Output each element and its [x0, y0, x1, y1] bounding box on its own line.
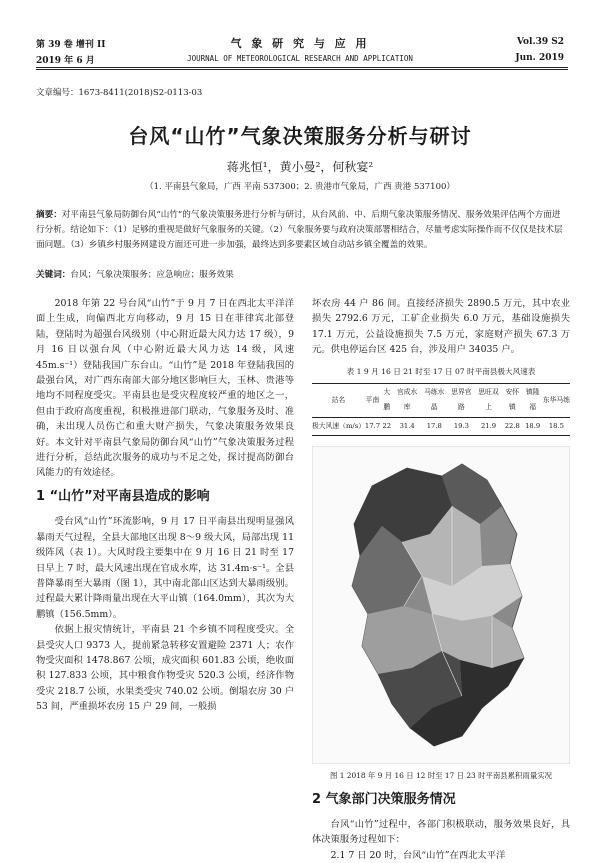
abstract-label: 摘要： — [36, 210, 62, 220]
table-header-cell: 马练水晶 — [424, 388, 445, 412]
table-header-cell: 东华马练 — [542, 395, 570, 404]
table-cell: 18.9 — [525, 421, 541, 430]
table-cell: 31.4 — [399, 421, 415, 430]
table-cell: 19.3 — [453, 421, 469, 430]
table-cell: 22.8 — [504, 421, 520, 430]
table-header-cell: 大鹏 — [383, 388, 391, 412]
table-1-caption: 表 1 9 月 16 日 21 时至 17 日 07 时平南县极大风速表 — [346, 366, 536, 376]
table-cell: 21.9 — [480, 421, 497, 430]
section-2-paragraph: 台风“山竹”过程中，各部门积极联动，服务效果良好，具体决策服务过程如下： — [312, 819, 570, 846]
table-header-cell: 平南 — [365, 395, 380, 404]
table-row-label: 极大风速（m/s） — [312, 421, 366, 430]
journal-name-cn: 气 象 研 究 与 应 用 — [230, 37, 370, 50]
table-cell: 17.7 — [364, 421, 381, 430]
journal-date-en: Jun. 2019 — [515, 53, 564, 63]
keywords-label: 关键词： — [36, 270, 71, 280]
table-header-cell: 站名 — [331, 395, 346, 404]
loss-paragraph: 坏农房 44 户 86 间。直接经济损失 2890.5 万元，其中农业损失 2792.6 万元，工矿企业损失 6.0 万元，基础设施损失 17.1 万元，公益设施损失 7.5 万元，家庭财产损失 67.3 万元。供电停运台区 425 台，涉及用户 34035 户。 — [312, 298, 570, 356]
right-column — [312, 296, 570, 863]
table-cell: 18.5 — [548, 421, 564, 430]
authors: 蒋兆恒¹，黄小曼²，何秋宴² — [226, 160, 374, 174]
table-header-cell: 镇隆福 — [525, 388, 540, 412]
section-2-paragraph: 2.1 7 日 20 时，台风“山竹”在西北太平洋 — [330, 849, 506, 861]
table-header-row — [312, 384, 570, 418]
abstract-text: 对平南县气象局防御台风“山竹”的气象决策服务进行分析与研讨，从台风前、中、后期气象决策服务情况、服务效果评估两个方面进行分析。结论如下：（1）足够的重视是做好气象服务的关键。（2）气象服务要与政府决策部署相结合，尽量考虑实际操作而不仅仅是技术层面问题。（3）乡镇乡村服务网建设方面还可进一步加强，最终达到多要素区域自动站乡镇全覆盖的效果。 — [36, 210, 563, 250]
section-1-paragraph: 依据上报灾情统计，平南县 21 个乡镇不同程度受灾。全县受灾人口 9373 人，提前紧急转移安置避险 2371 人；农作物受灾面积 1478.867 公顷，成灾面积 601.83 公顷，绝收面积 127.833 公顷，其中粮食作物受灾 520.3 公顷，经济作物受灾 218.7 公顷，水果类受灾 740.02 公顷。倒塌农房 30 户 53 间，严重损坏农房 15 户 29 间，一般损 — [36, 624, 294, 713]
table-header-cell: 安怀镇 — [505, 388, 520, 412]
header-rule — [36, 67, 568, 68]
journal-name-en: JOURNAL OF METEOROLOGICAL RESEARCH AND APPLICATION — [187, 54, 413, 63]
rainfall-map — [312, 446, 570, 764]
journal-vol-en: Vol.39 S2 — [516, 37, 564, 47]
keywords-block — [36, 268, 566, 283]
journal-date-cn: 2019 年 6 月 — [36, 56, 95, 66]
table-cell: 17.8 — [426, 421, 442, 430]
journal-volume: 第 39 卷 增刊 II — [36, 40, 106, 50]
affiliations: （1. 平南县气象局，广西 平南 537300；2. 贵港市气象局，广西 贵港 537100） — [145, 182, 455, 192]
rainfall-map-figure — [312, 446, 570, 764]
table-1 — [312, 383, 570, 436]
paper-title: 台风“山竹”气象决策服务分析与研讨 — [128, 124, 472, 148]
section-1-heading: 1 “山竹”对平南县造成的影响 — [36, 488, 210, 504]
section-2-heading: 2 气象部门决策服务情况 — [312, 791, 456, 807]
abstract-block — [36, 208, 566, 253]
left-column — [36, 296, 294, 715]
table-header-cell: 官成水库 — [396, 388, 418, 412]
table-header-cell: 思界官路 — [451, 388, 472, 412]
intro-paragraph: 2018 年第 22 号台风“山竹”于 9 月 7 日在西北太平洋洋面上生成，向偏西北方向移动，9 月 15 日在菲律宾北部登陆，登陆时为超强台风级别（中心附近最大风力达 17 级），9 月 16 日以强台风（中心附近最大风力达 14 级，风速 45m.s⁻¹）登陆我国广东台山。“山竹”是 2018 年登陆我国的最强台风，对广西东南部大部分地区影响巨大，玉林、贵港等地均不同程度受灾。平南县也是受灾程度较严重的地区之一，但由于政府高度重视，积极推进部门联动，气象服务及时、准确，未出现人员伤亡和重大财产损失，气象决策服务效果良好。本文针对平南县气象局防御台风“山竹”气象决策服务过程进行分析，总结此次服务的成功与不足之处，探讨提高防御台风能力的有效途径。 — [36, 298, 294, 479]
table-cell: 22 — [382, 421, 392, 430]
table-row — [312, 417, 570, 435]
article-number: 文章编号：1673-8411(2018)S2-0113-03 — [36, 88, 203, 98]
header-rule-second — [36, 69, 568, 70]
keywords-text: 台风；气象决策服务；应急响应；服务效果 — [70, 270, 234, 280]
table-header-cell: 思旺双上 — [478, 388, 499, 412]
figure-1-caption: 图 1 2018 年 9 月 16 日 12 时至 17 日 23 时平南县累积雨量实况 — [329, 771, 552, 781]
section-1-paragraph: 受台风“山竹”环流影响，9 月 17 日平南县出现明显强风暴雨天气过程，全县大部地区出现 8～9 级大风，局部出现 11 级阵风（表 1）。大风时段主要集中在 9 月 16 日 21 时至 17 日早上 7 时，最大风速出现在官成水库，达 31.4m·s⁻¹。全县普降暴雨至大暴雨（图 1），其中南北部山区达到大暴雨级别。过程最大累计降雨量出现在大平山镇（164.0mm），其次为大鹏镇（156.5mm）。 — [36, 516, 294, 620]
